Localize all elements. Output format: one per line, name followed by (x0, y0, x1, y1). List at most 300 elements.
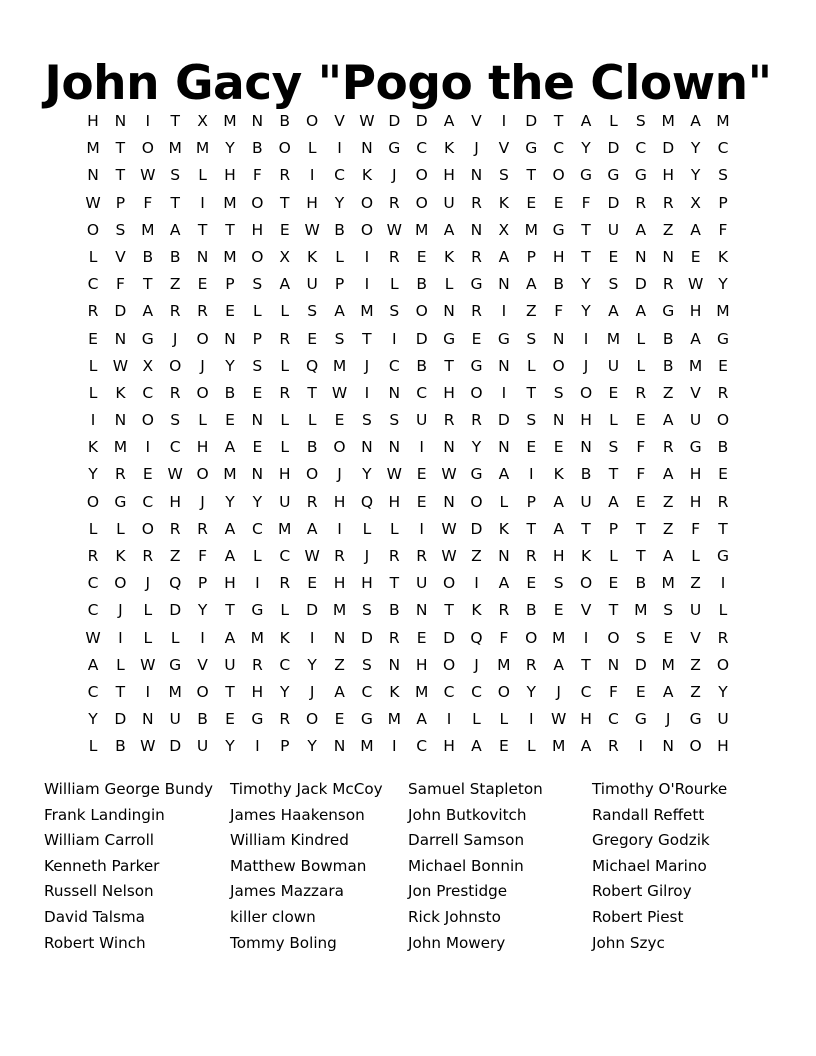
grid-cell[interactable]: U (607, 220, 620, 239)
grid-cell[interactable]: U (607, 356, 620, 375)
grid-cell[interactable]: H (689, 302, 702, 321)
grid-cell[interactable]: U (717, 710, 729, 729)
grid-cell[interactable]: B (115, 737, 126, 756)
grid-cell[interactable]: A (662, 411, 674, 430)
grid-cell[interactable]: U (169, 710, 181, 729)
grid-cell[interactable]: A (279, 275, 291, 294)
grid-cell[interactable]: C (87, 574, 99, 593)
grid-cell[interactable]: I (392, 329, 397, 348)
grid-cell[interactable]: A (553, 492, 564, 511)
grid-cell[interactable]: S (252, 275, 263, 294)
grid-cell[interactable]: H (717, 737, 729, 756)
grid-cell[interactable]: R (169, 519, 181, 538)
grid-cell[interactable]: T (553, 112, 564, 130)
grid-cell[interactable]: L (362, 519, 372, 538)
grid-cell[interactable]: J (309, 682, 315, 701)
grid-cell[interactable]: R (717, 628, 729, 647)
grid-cell[interactable]: Y (690, 166, 701, 185)
grid-cell[interactable]: C (251, 519, 263, 538)
grid-cell[interactable]: X (498, 220, 510, 239)
grid-cell[interactable]: A (608, 492, 619, 511)
grid-cell[interactable]: V (334, 112, 345, 130)
grid-cell[interactable]: E (526, 438, 537, 457)
grid-cell[interactable]: K (389, 682, 400, 701)
grid-cell[interactable]: R (662, 193, 674, 212)
word-list-item[interactable]: Michael Marino (592, 856, 707, 875)
grid-cell[interactable]: G (552, 220, 565, 239)
grid-cell[interactable]: N (498, 275, 510, 294)
grid-cell[interactable]: D (443, 628, 456, 647)
grid-cell[interactable]: R (443, 411, 455, 430)
grid-cell[interactable]: H (443, 737, 455, 756)
grid-cell[interactable]: O (552, 166, 565, 185)
grid-cell[interactable]: E (225, 302, 235, 321)
grid-cell[interactable]: L (170, 628, 180, 647)
grid-cell[interactable]: M (415, 682, 429, 701)
grid-cell[interactable]: W (112, 356, 129, 375)
grid-cell[interactable]: A (635, 302, 647, 321)
grid-cell[interactable]: H (306, 193, 318, 212)
grid-cell[interactable]: L (636, 356, 646, 375)
grid-cell[interactable]: R (388, 628, 400, 647)
grid-cell[interactable]: N (333, 737, 346, 756)
grid-cell[interactable]: L (116, 655, 125, 674)
grid-cell[interactable]: F (608, 682, 618, 701)
grid-cell[interactable]: W (441, 547, 457, 565)
grid-cell[interactable]: T (362, 329, 372, 348)
grid-cell[interactable]: L (499, 710, 509, 729)
grid-cell[interactable]: A (306, 519, 318, 538)
grid-cell[interactable]: N (388, 438, 401, 457)
grid-cell[interactable]: R (279, 166, 291, 185)
grid-cell[interactable]: W (167, 465, 183, 484)
grid-cell[interactable]: R (279, 329, 291, 348)
grid-cell[interactable]: X (197, 112, 208, 130)
grid-cell[interactable]: V (471, 112, 482, 130)
grid-cell[interactable]: N (498, 438, 510, 457)
grid-cell[interactable]: T (197, 220, 208, 239)
grid-cell[interactable]: U (443, 193, 455, 212)
grid-cell[interactable]: A (580, 737, 592, 756)
grid-cell[interactable]: A (635, 220, 647, 239)
grid-cell[interactable]: B (553, 275, 564, 294)
grid-cell[interactable]: A (224, 547, 236, 565)
grid-cell[interactable]: M (168, 139, 182, 158)
grid-cell[interactable]: N (196, 247, 209, 266)
grid-cell[interactable]: Y (280, 682, 290, 701)
grid-cell[interactable]: E (334, 411, 345, 430)
grid-cell[interactable]: H (662, 166, 675, 185)
grid-cell[interactable]: I (200, 193, 205, 212)
grid-cell[interactable]: L (253, 302, 262, 321)
grid-cell[interactable]: M (360, 302, 374, 321)
grid-cell[interactable]: L (307, 411, 317, 430)
grid-cell[interactable]: D (497, 411, 510, 430)
grid-cell[interactable]: O (86, 220, 100, 239)
grid-cell[interactable]: N (224, 329, 236, 348)
grid-cell[interactable]: B (580, 465, 592, 484)
grid-cell[interactable]: I (501, 302, 507, 321)
grid-cell[interactable]: R (279, 574, 291, 593)
grid-cell[interactable]: K (444, 139, 455, 158)
grid-cell[interactable]: G (497, 329, 510, 348)
grid-cell[interactable]: W (140, 166, 156, 185)
grid-cell[interactable]: K (307, 247, 318, 266)
grid-cell[interactable]: R (635, 383, 647, 402)
word-list-item[interactable]: William George Bundy (44, 780, 213, 798)
grid-cell[interactable]: E (718, 465, 728, 484)
grid-cell[interactable]: X (142, 356, 154, 375)
grid-cell[interactable]: Z (690, 574, 701, 593)
grid-cell[interactable]: H (388, 492, 401, 511)
grid-cell[interactable]: N (552, 411, 565, 430)
grid-cell[interactable]: R (416, 547, 428, 565)
grid-cell[interactable]: A (662, 547, 674, 565)
grid-cell[interactable]: M (387, 710, 401, 729)
grid-cell[interactable]: K (279, 628, 290, 647)
grid-cell[interactable]: M (332, 601, 347, 620)
grid-cell[interactable]: E (279, 220, 290, 239)
grid-cell[interactable]: S (361, 655, 372, 674)
grid-cell[interactable]: C (142, 383, 154, 402)
grid-cell[interactable]: S (498, 166, 509, 185)
grid-cell[interactable]: G (634, 710, 647, 729)
grid-cell[interactable]: I (145, 682, 151, 701)
grid-cell[interactable]: U (416, 411, 428, 430)
grid-cell[interactable]: C (388, 356, 400, 375)
grid-cell[interactable]: F (198, 547, 208, 565)
grid-cell[interactable]: F (554, 302, 564, 321)
grid-cell[interactable]: N (388, 383, 401, 402)
grid-cell[interactable]: B (388, 601, 400, 620)
grid-cell[interactable]: R (279, 383, 291, 402)
grid-cell[interactable]: E (526, 193, 537, 212)
grid-cell[interactable]: T (581, 220, 591, 239)
grid-cell[interactable]: U (416, 574, 428, 593)
grid-cell[interactable]: D (360, 628, 373, 647)
grid-cell[interactable]: F (718, 220, 728, 239)
grid-cell[interactable]: H (251, 220, 264, 239)
grid-cell[interactable]: T (581, 247, 591, 266)
grid-cell[interactable]: A (416, 710, 427, 729)
word-list-item[interactable]: John Szyc (592, 933, 665, 952)
grid-cell[interactable]: W (550, 710, 567, 729)
grid-cell[interactable]: Y (88, 465, 98, 484)
grid-cell[interactable]: O (470, 492, 483, 511)
grid-cell[interactable]: G (662, 302, 675, 321)
grid-cell[interactable]: Q (169, 574, 182, 593)
grid-cell[interactable]: K (471, 601, 482, 620)
grid-cell[interactable]: B (717, 438, 729, 457)
grid-cell[interactable]: O (415, 193, 428, 212)
grid-cell[interactable]: O (196, 329, 209, 348)
grid-cell[interactable]: L (198, 411, 207, 430)
grid-cell[interactable]: C (87, 682, 99, 701)
grid-cell[interactable]: M (606, 329, 621, 348)
grid-cell[interactable]: A (224, 438, 236, 457)
grid-cell[interactable]: M (278, 519, 292, 538)
grid-cell[interactable]: A (443, 112, 455, 130)
grid-cell[interactable]: C (471, 682, 482, 701)
grid-cell[interactable]: K (553, 465, 564, 484)
grid-cell[interactable]: Z (334, 655, 345, 674)
grid-cell[interactable]: C (334, 166, 345, 185)
grid-cell[interactable]: O (470, 383, 483, 402)
grid-cell[interactable]: H (278, 465, 291, 484)
grid-cell[interactable]: B (252, 139, 263, 158)
grid-cell[interactable]: T (115, 166, 126, 185)
grid-cell[interactable]: N (443, 438, 455, 457)
grid-cell[interactable]: P (526, 247, 536, 266)
grid-cell[interactable]: L (88, 247, 98, 266)
grid-cell[interactable]: Q (360, 492, 374, 511)
grid-cell[interactable]: B (334, 220, 345, 239)
grid-cell[interactable]: L (143, 601, 153, 620)
grid-cell[interactable]: Y (334, 193, 345, 212)
word-list-item[interactable]: David Talsma (44, 907, 145, 926)
grid-cell[interactable]: R (717, 492, 729, 511)
grid-cell[interactable]: Z (662, 220, 674, 239)
grid-cell[interactable]: E (88, 329, 98, 348)
grid-cell[interactable]: C (580, 682, 592, 701)
grid-cell[interactable]: F (252, 166, 262, 185)
grid-cell[interactable]: M (716, 302, 730, 321)
grid-cell[interactable]: E (252, 438, 263, 457)
grid-cell[interactable]: S (526, 411, 537, 430)
grid-cell[interactable]: S (608, 438, 619, 457)
grid-cell[interactable]: A (224, 519, 236, 538)
grid-cell[interactable]: R (388, 247, 400, 266)
grid-cell[interactable]: M (661, 574, 675, 593)
grid-cell[interactable]: B (662, 329, 674, 348)
grid-cell[interactable]: G (716, 547, 729, 565)
grid-cell[interactable]: D (169, 601, 182, 620)
grid-cell[interactable]: Y (690, 139, 701, 158)
grid-cell[interactable]: H (443, 383, 455, 402)
grid-cell[interactable]: H (361, 574, 373, 593)
grid-cell[interactable]: D (415, 112, 428, 130)
grid-cell[interactable]: L (88, 519, 98, 538)
grid-cell[interactable]: C (416, 383, 428, 402)
grid-cell[interactable]: T (636, 547, 646, 565)
grid-cell[interactable]: P (197, 574, 208, 593)
grid-cell[interactable]: T (389, 574, 400, 593)
grid-cell[interactable]: L (307, 139, 317, 158)
grid-cell[interactable]: K (115, 383, 126, 402)
grid-cell[interactable]: C (443, 682, 455, 701)
word-list-item[interactable]: William Kindred (230, 831, 349, 850)
grid-cell[interactable]: R (388, 547, 400, 565)
word-list-item[interactable]: Frank Landingin (44, 805, 165, 824)
grid-cell[interactable]: U (224, 655, 236, 674)
grid-cell[interactable]: L (472, 710, 481, 729)
grid-cell[interactable]: O (306, 112, 319, 130)
grid-cell[interactable]: C (87, 601, 99, 620)
grid-cell[interactable]: A (334, 682, 345, 701)
grid-cell[interactable]: N (361, 139, 373, 158)
grid-cell[interactable]: Z (662, 383, 674, 402)
grid-cell[interactable]: K (717, 247, 729, 266)
grid-cell[interactable]: I (419, 438, 424, 457)
grid-cell[interactable]: A (443, 220, 455, 239)
grid-cell[interactable]: N (443, 492, 455, 511)
grid-cell[interactable]: J (145, 574, 151, 593)
grid-cell[interactable]: H (580, 710, 592, 729)
grid-cell[interactable]: H (552, 247, 565, 266)
grid-cell[interactable]: H (443, 166, 455, 185)
grid-cell[interactable]: O (278, 139, 291, 158)
grid-cell[interactable]: G (716, 329, 729, 348)
grid-cell[interactable]: E (225, 710, 235, 729)
grid-cell[interactable]: L (198, 166, 207, 185)
word-list-item[interactable]: Gregory Godzik (592, 831, 710, 850)
grid-cell[interactable]: M (634, 601, 648, 620)
grid-cell[interactable]: C (416, 737, 428, 756)
grid-cell[interactable]: S (389, 302, 400, 321)
grid-cell[interactable]: V (498, 139, 510, 158)
grid-cell[interactable]: B (662, 356, 674, 375)
grid-cell[interactable]: C (717, 139, 729, 158)
grid-cell[interactable]: L (389, 275, 399, 294)
grid-cell[interactable]: J (337, 465, 342, 484)
word-list-item[interactable]: Timothy Jack McCoy (230, 780, 383, 798)
grid-cell[interactable]: R (169, 383, 181, 402)
grid-cell[interactable]: X (279, 247, 291, 266)
grid-cell[interactable]: L (499, 492, 509, 511)
grid-cell[interactable]: V (690, 383, 701, 402)
grid-cell[interactable]: L (609, 547, 618, 565)
grid-cell[interactable]: O (360, 220, 374, 239)
grid-cell[interactable]: I (364, 275, 370, 294)
grid-cell[interactable]: E (225, 411, 235, 430)
grid-cell[interactable]: K (580, 547, 592, 565)
grid-cell[interactable]: R (717, 383, 729, 402)
grid-cell[interactable]: J (364, 547, 370, 565)
grid-cell[interactable]: L (116, 519, 125, 538)
grid-cell[interactable]: U (689, 411, 702, 430)
grid-cell[interactable]: M (223, 193, 237, 212)
grid-cell[interactable]: D (114, 302, 127, 321)
grid-cell[interactable]: G (470, 275, 483, 294)
grid-cell[interactable]: E (553, 601, 564, 620)
grid-cell[interactable]: U (196, 737, 209, 756)
grid-cell[interactable]: T (225, 682, 235, 701)
grid-cell[interactable]: I (583, 329, 589, 348)
grid-cell[interactable]: A (690, 329, 701, 348)
grid-cell[interactable]: T (225, 220, 235, 239)
grid-cell[interactable]: D (470, 519, 483, 538)
grid-cell[interactable]: J (474, 139, 479, 158)
grid-cell[interactable]: G (689, 438, 702, 457)
grid-cell[interactable]: A (498, 574, 510, 593)
grid-cell[interactable]: L (444, 275, 454, 294)
grid-cell[interactable]: J (556, 682, 561, 701)
grid-cell[interactable]: N (470, 166, 483, 185)
grid-cell[interactable]: S (170, 411, 181, 430)
grid-cell[interactable]: G (388, 139, 401, 158)
grid-cell[interactable]: J (392, 166, 397, 185)
grid-cell[interactable]: O (497, 682, 510, 701)
grid-cell[interactable]: O (86, 492, 100, 511)
grid-cell[interactable]: V (115, 247, 126, 266)
grid-cell[interactable]: N (114, 411, 127, 430)
grid-cell[interactable]: L (280, 438, 290, 457)
grid-cell[interactable]: Y (581, 139, 591, 158)
grid-cell[interactable]: O (415, 302, 428, 321)
grid-cell[interactable]: E (608, 383, 619, 402)
grid-cell[interactable]: D (415, 329, 428, 348)
grid-cell[interactable]: I (528, 465, 534, 484)
grid-cell[interactable]: S (307, 302, 318, 321)
grid-cell[interactable]: G (169, 655, 182, 674)
grid-cell[interactable]: E (635, 411, 646, 430)
grid-cell[interactable]: Y (718, 682, 728, 701)
grid-cell[interactable]: Z (690, 682, 701, 701)
word-list-item[interactable]: Rick Johnsto (408, 907, 501, 926)
grid-cell[interactable]: Y (307, 737, 317, 756)
grid-cell[interactable]: N (580, 438, 592, 457)
grid-cell[interactable]: Z (169, 275, 181, 294)
grid-cell[interactable]: Y (718, 275, 728, 294)
grid-cell[interactable]: S (361, 411, 372, 430)
grid-cell[interactable]: L (280, 411, 290, 430)
grid-cell[interactable]: L (88, 356, 98, 375)
grid-cell[interactable]: A (334, 302, 345, 321)
grid-cell[interactable]: K (361, 166, 372, 185)
grid-cell[interactable]: V (690, 628, 701, 647)
grid-cell[interactable]: D (607, 193, 620, 212)
grid-cell[interactable]: J (364, 356, 370, 375)
grid-cell[interactable]: F (115, 275, 125, 294)
grid-cell[interactable]: D (634, 275, 647, 294)
grid-cell[interactable]: Z (662, 519, 674, 538)
grid-cell[interactable]: O (415, 166, 428, 185)
grid-cell[interactable]: G (689, 710, 702, 729)
grid-cell[interactable]: E (307, 574, 318, 593)
grid-cell[interactable]: S (252, 356, 263, 375)
grid-cell[interactable]: T (581, 655, 591, 674)
grid-cell[interactable]: P (252, 329, 263, 348)
grid-cell[interactable]: T (170, 112, 180, 130)
grid-cell[interactable]: E (553, 438, 564, 457)
grid-cell[interactable]: N (552, 329, 565, 348)
grid-cell[interactable]: F (636, 438, 646, 457)
grid-cell[interactable]: P (334, 275, 345, 294)
grid-cell[interactable]: O (442, 574, 456, 593)
grid-cell[interactable]: T (526, 166, 536, 185)
grid-cell[interactable]: C (279, 547, 291, 565)
grid-cell[interactable]: W (85, 628, 101, 647)
grid-cell[interactable]: S (718, 166, 728, 185)
grid-cell[interactable]: B (416, 275, 428, 294)
grid-cell[interactable]: T (608, 465, 619, 484)
word-list-item[interactable]: Darrell Samson (408, 831, 525, 850)
grid-cell[interactable]: N (333, 628, 346, 647)
word-list-item[interactable]: Tommy Boling (230, 933, 337, 952)
word-list-item[interactable]: Robert Winch (44, 933, 146, 952)
grid-cell[interactable]: L (280, 302, 290, 321)
grid-cell[interactable]: O (689, 737, 702, 756)
grid-cell[interactable]: S (334, 329, 345, 348)
grid-cell[interactable]: I (501, 383, 507, 402)
grid-cell[interactable]: P (526, 492, 536, 511)
grid-cell[interactable]: D (388, 112, 401, 130)
grid-cell[interactable]: A (169, 220, 181, 239)
grid-cell[interactable]: E (635, 682, 646, 701)
grid-cell[interactable]: E (416, 247, 427, 266)
grid-cell[interactable]: R (635, 193, 647, 212)
grid-cell[interactable]: G (525, 139, 538, 158)
